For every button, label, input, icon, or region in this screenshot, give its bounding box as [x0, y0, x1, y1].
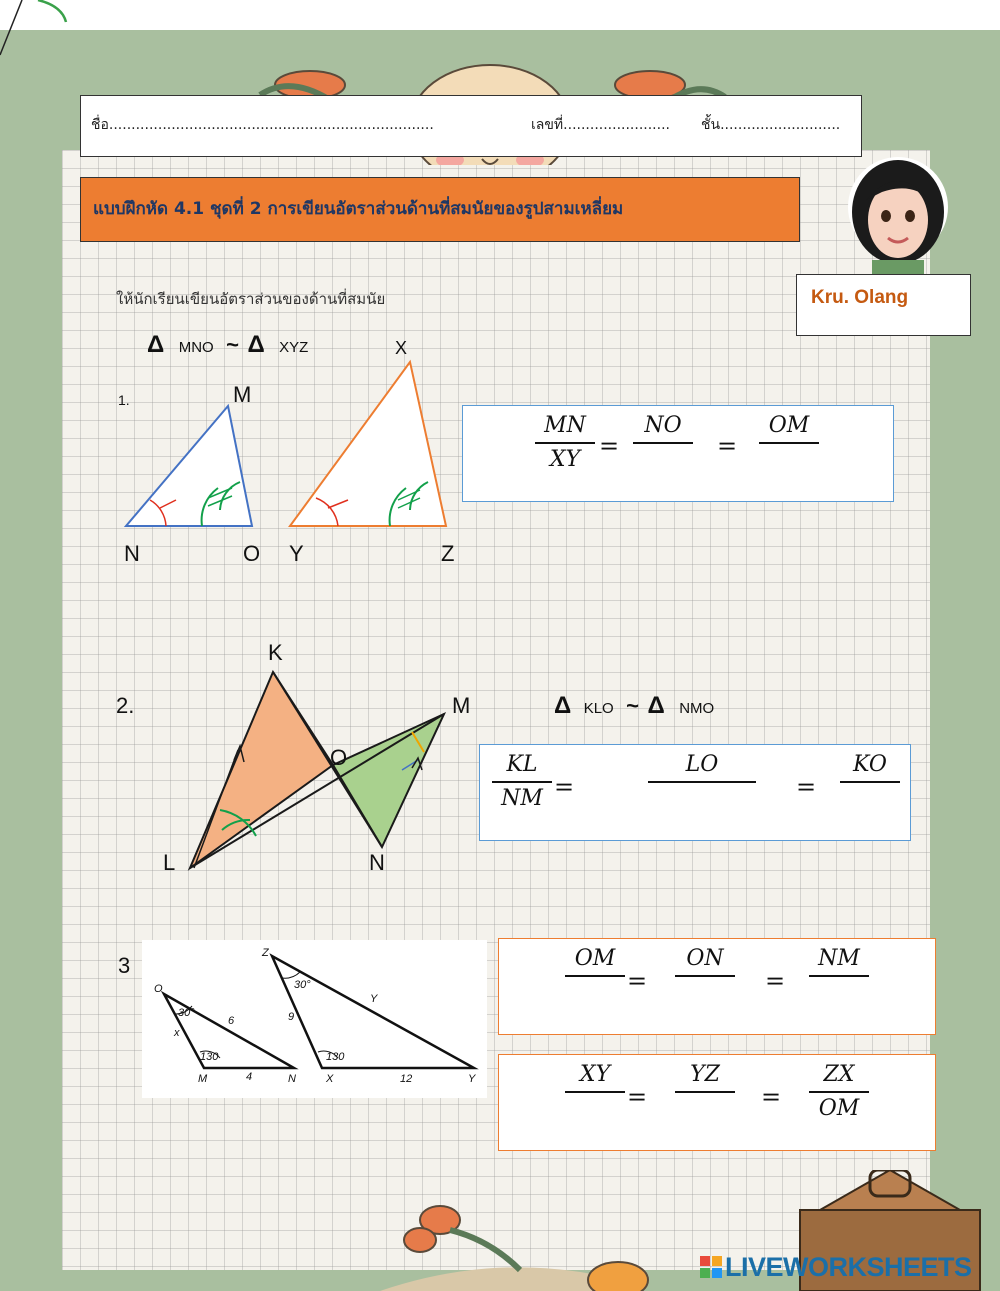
q2-label-k: K — [268, 640, 283, 665]
q2-label-o: O — [330, 745, 348, 770]
q1-fraction-1-den[interactable]: XY — [549, 447, 581, 472]
exercise-title-bar — [80, 177, 800, 242]
q1-answer-box — [462, 405, 894, 502]
q3b-fraction-1 — [565, 1061, 625, 1123]
q3-label-m: M — [198, 1073, 208, 1085]
class-field[interactable]: ชั้น........................... — [701, 117, 841, 133]
triangle-mno — [126, 406, 252, 526]
q3b-fraction-2-num: YZ — [690, 1062, 720, 1087]
q3-side-y: Y — [370, 993, 378, 1005]
q3a-fraction-3-num: NM — [818, 946, 860, 971]
q1-label-m: M — [233, 382, 252, 407]
q3a-fraction-2 — [675, 945, 735, 1007]
q3-answer-box-2 — [498, 1054, 936, 1151]
q3b-fraction-2 — [675, 1061, 735, 1123]
q3a-fraction-3-den[interactable] — [809, 979, 869, 1007]
student-info-box — [80, 95, 862, 157]
q1-fraction-2 — [633, 412, 693, 474]
q1-fraction-3 — [759, 412, 819, 474]
q1-label-n: N — [124, 541, 140, 566]
triangle-klo — [190, 672, 333, 868]
q2-fraction-1-den[interactable]: NM — [501, 786, 543, 811]
q3b-fraction-1-den[interactable] — [565, 1095, 625, 1123]
q3b-fraction-3-num: ZX — [823, 1062, 855, 1087]
q2-fraction-3-den[interactable] — [840, 785, 900, 813]
q2-delta-right: Δ — [647, 692, 665, 719]
q3b-equals-1: = — [627, 1083, 648, 1111]
q3b-fraction-2-den[interactable] — [675, 1095, 735, 1123]
q3-angle-130-right: 130 — [326, 1051, 345, 1063]
q3-label-y: Y — [468, 1073, 476, 1085]
q2-number: 2. — [116, 693, 135, 718]
q3b-fraction-1-num: XY — [579, 1062, 611, 1087]
q1-right-triangle: XYZ — [279, 339, 309, 356]
brand-icon — [700, 1256, 722, 1278]
q3a-fraction-2-den[interactable] — [675, 979, 735, 1007]
q1-label-x: X — [395, 338, 408, 358]
q3-side-6: 6 — [228, 1015, 235, 1027]
q1-fraction-3-den[interactable] — [759, 446, 819, 474]
q1-label-y: Y — [289, 541, 304, 566]
q3-label-x: X — [326, 1073, 334, 1085]
teacher-name-box — [796, 274, 971, 336]
q1-label-z: Z — [441, 541, 455, 566]
q2-fraction-3-num: KO — [853, 752, 887, 777]
q3-label-o: O — [154, 983, 163, 995]
q1-fraction-1 — [535, 412, 595, 474]
brand-text: LIVEWORKSHEETS — [725, 1252, 972, 1282]
q1-fraction-1-num: MN — [544, 413, 586, 438]
q2-fraction-1 — [492, 751, 552, 813]
triangle-zxy — [272, 956, 474, 1068]
q2-equals-2: = — [796, 773, 817, 801]
q1-equals-1: = — [599, 432, 620, 460]
q2-label-l: L — [163, 850, 176, 875]
q1-fraction-2-den[interactable] — [633, 446, 693, 474]
q2-fraction-2-den[interactable] — [648, 785, 756, 813]
q2-label-n: N — [369, 850, 385, 875]
q1-triangles-figure — [110, 340, 480, 570]
triangle-omn — [164, 994, 294, 1068]
q2-delta-left: Δ — [554, 692, 572, 719]
liveworksheets-logo — [700, 1252, 972, 1283]
q2-label-m: M — [452, 693, 471, 718]
q3-triangles-figure — [142, 940, 487, 1098]
number-field[interactable]: เลขที่........................ — [531, 117, 670, 133]
q3b-equals-2: = — [761, 1083, 782, 1111]
q3-label-z: Z — [262, 947, 269, 959]
q3-side-9: 9 — [288, 1011, 295, 1023]
q3-side-12: 12 — [400, 1073, 413, 1085]
q2-fraction-3 — [840, 751, 900, 813]
q3-figure-panel — [142, 940, 487, 1098]
q3-label-n: N — [288, 1073, 296, 1085]
q3-side-4: 4 — [246, 1071, 253, 1083]
q2-similarity-statement — [554, 692, 714, 720]
q3a-fraction-1-num: OM — [574, 946, 616, 971]
name-field[interactable]: ชื่อ......................................................................... — [91, 117, 434, 133]
q1-delta-right: Δ — [247, 331, 265, 358]
q1-label-o: O — [243, 541, 261, 566]
triangle-nmo — [333, 714, 444, 847]
q1-delta-left: Δ — [147, 331, 165, 358]
q3-number: 3 — [118, 953, 131, 978]
q3b-fraction-3-den: OM — [818, 1096, 860, 1121]
q3a-equals-1: = — [627, 967, 648, 995]
q1-left-triangle: MNO — [178, 339, 214, 356]
q2-fraction-2 — [648, 751, 756, 813]
instruction-text: ให้นักเรียนเขียนอัตราส่วนของด้านที่สมนัย — [116, 290, 386, 308]
q3a-fraction-2-num: ON — [686, 946, 724, 971]
corner-arc-decoration — [0, 0, 80, 60]
triangle-xyz — [290, 362, 446, 526]
q3-side-x: x — [174, 1027, 180, 1039]
q1-number: 1. — [118, 392, 130, 408]
q2-fraction-2-num: LO — [685, 752, 719, 777]
exercise-title: แบบฝึกหัด 4.1 ชุดที่ 2 การเขียนอัตราส่วนด้านที่สมนัยของรูปสามเหลี่ยม — [93, 199, 624, 219]
q2-left-triangle: KLO — [583, 700, 614, 717]
q1-equals-2: = — [717, 432, 738, 460]
q1-fraction-2-num: NO — [644, 413, 682, 438]
q2-equals-1: = — [554, 773, 575, 801]
q3a-fraction-1-den[interactable] — [565, 979, 625, 1007]
q3-angle-30-right: 30° — [294, 979, 311, 991]
q2-similar-symbol: ~ — [626, 693, 640, 718]
q3a-fraction-1 — [565, 945, 625, 1007]
teacher-avatar — [842, 152, 954, 277]
q2-answer-box — [479, 744, 911, 841]
q3-answer-box-1 — [498, 938, 936, 1035]
q3a-fraction-3 — [809, 945, 869, 1007]
teacher-name: Kru. Olang — [811, 287, 909, 308]
q3-angle-130-left: 130 — [200, 1051, 219, 1063]
q3b-fraction-3 — [809, 1061, 869, 1123]
q2-triangles-figure — [180, 660, 470, 880]
q2-right-triangle: NMO — [679, 700, 715, 717]
q3a-equals-2: = — [765, 967, 786, 995]
q3-angle-30-left: 30° — [178, 1007, 195, 1019]
q1-fraction-3-num: OM — [768, 413, 810, 438]
q2-fraction-1-num: KL — [506, 752, 538, 777]
q1-similar-symbol: ~ — [226, 332, 240, 357]
